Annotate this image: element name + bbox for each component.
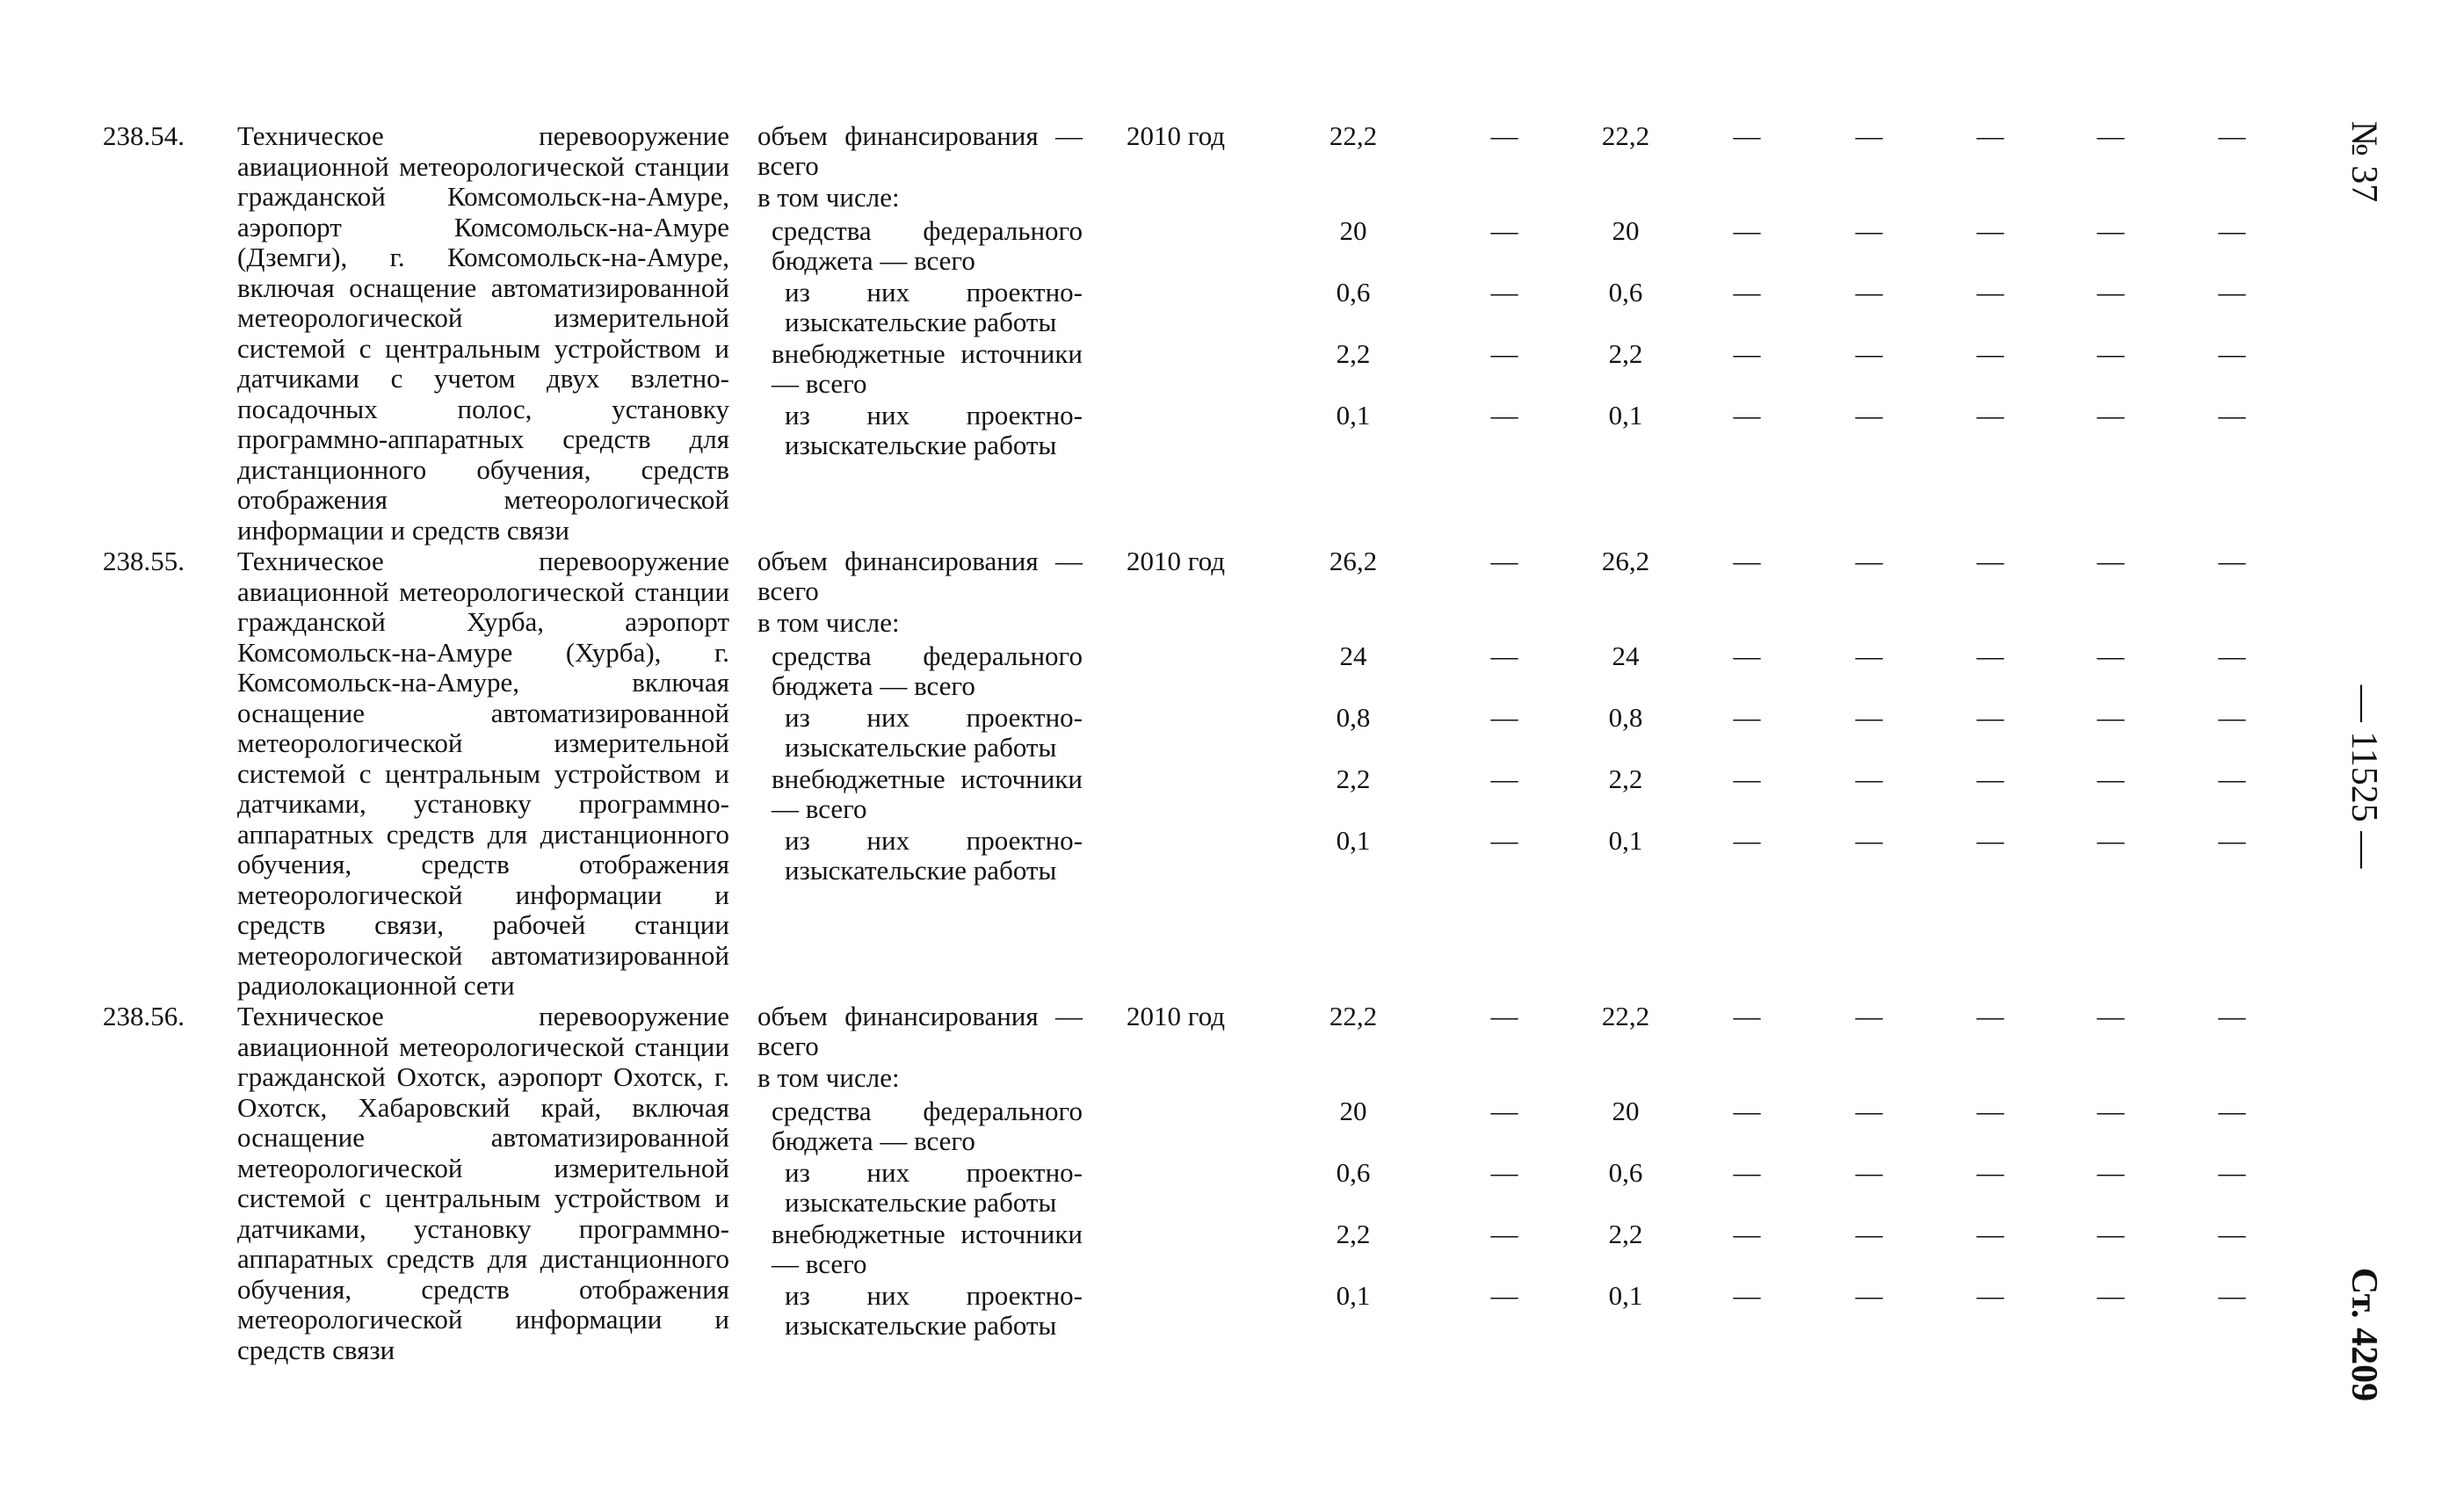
value-cell: — — [2218, 1096, 2246, 1126]
value-cell: — — [1733, 1001, 1761, 1031]
value-cell: — — [1976, 825, 2004, 856]
value-cell: — — [1490, 1280, 1518, 1311]
row-extra-design-works-label: из них проектно-изыскательские работы — [785, 400, 1083, 460]
value-cell: 0,1 — [1336, 400, 1371, 430]
value-cell: — — [2097, 400, 2125, 430]
value-cell: — — [2097, 702, 2125, 733]
value-cell: — — [1733, 640, 1761, 671]
page-number: — 11525 — — [2344, 684, 2384, 869]
value-cell: — — [1490, 763, 1518, 794]
value-cell: 20 — [1612, 1096, 1640, 1126]
row-total-funding-label: объем финансирования — всего — [757, 1001, 1083, 1061]
value-cell: 2,2 — [1336, 763, 1371, 794]
value-cell: — — [1490, 702, 1518, 733]
value-cell: — — [1855, 120, 1883, 151]
issue-number: № 37 — [2344, 120, 2384, 203]
value-cell: — — [1490, 120, 1518, 151]
value-cell: — — [2218, 400, 2246, 430]
row-federal-budget-label: средства федерального бюджета — всего — [772, 640, 1083, 701]
value-cell: 0,6 — [1608, 1157, 1643, 1188]
value-cell: — — [1733, 215, 1761, 246]
entry-year: 2010 год — [1127, 546, 1226, 576]
entry-year: 2010 год — [1127, 120, 1226, 151]
entry-number: 238.55. — [103, 546, 185, 576]
value-cell: — — [1490, 640, 1518, 671]
row-federal-design-works-label: из них проектно-изыскательские работы — [785, 277, 1083, 337]
value-cell: — — [2218, 1219, 2246, 1249]
value-cell: — — [2218, 1001, 2246, 1031]
entry-number: 238.54. — [103, 120, 185, 151]
entry-description: Техническое перевооружение авиационной метеорологической станции гражданской Хурба, аэропорт Комсомольск-на-Амуре (Хурба), г. Комсомольск-на-Амуре, включая оснащение автоматизированной метеорологической измерительной системой с центральным устройством и датчиками, установку программно-аппаратных средств для дистанционного обучения, средств отображения метеорологической информации и средств связи, рабочей станции метеорологической автоматизированной радиолокационной сети — [237, 546, 729, 1001]
value-cell: 0,8 — [1608, 702, 1643, 733]
value-cell: 20 — [1339, 215, 1367, 246]
value-cell: — — [1976, 400, 2004, 430]
value-cell: — — [1976, 1157, 2004, 1188]
value-cell: — — [1855, 825, 1883, 856]
value-cell: — — [2097, 640, 2125, 671]
value-cell: 22,2 — [1329, 1001, 1378, 1031]
value-cell: 0,1 — [1608, 400, 1643, 430]
value-cell: — — [2097, 1157, 2125, 1188]
value-cell: — — [1976, 1219, 2004, 1249]
value-cell: 2,2 — [1608, 763, 1643, 794]
article-number: Ст. 4209 — [2344, 1267, 2384, 1402]
value-cell: — — [1490, 277, 1518, 307]
value-cell: — — [1855, 640, 1883, 671]
value-cell: — — [1855, 400, 1883, 430]
value-cell: 2,2 — [1608, 338, 1643, 369]
value-cell: — — [2097, 1219, 2125, 1249]
row-federal-design-works-label: из них проектно-изыскательские работы — [785, 1157, 1083, 1218]
value-cell: — — [2218, 338, 2246, 369]
value-cell: — — [1733, 400, 1761, 430]
value-cell: — — [1855, 277, 1883, 307]
row-including-label: в том числе: — [757, 607, 900, 638]
value-cell: — — [1733, 1096, 1761, 1126]
row-total-funding-label: объем финансирования — всего — [757, 120, 1083, 181]
value-cell: — — [1976, 546, 2004, 576]
value-cell: 26,2 — [1601, 546, 1650, 576]
value-cell: — — [1490, 1096, 1518, 1126]
value-cell: 2,2 — [1608, 1219, 1643, 1249]
value-cell: — — [1855, 215, 1883, 246]
value-cell: — — [1733, 702, 1761, 733]
value-cell: — — [1855, 546, 1883, 576]
value-cell: — — [1490, 400, 1518, 430]
value-cell: — — [1855, 702, 1883, 733]
value-cell: — — [1855, 1001, 1883, 1031]
value-cell: 24 — [1339, 640, 1367, 671]
value-cell: — — [1976, 338, 2004, 369]
row-including-label: в том числе: — [757, 182, 900, 213]
value-cell: 0,1 — [1336, 1280, 1371, 1311]
value-cell: 26,2 — [1329, 546, 1378, 576]
value-cell: 20 — [1612, 215, 1640, 246]
value-cell: — — [2097, 1280, 2125, 1311]
value-cell: — — [1855, 1219, 1883, 1249]
value-cell: — — [1490, 825, 1518, 856]
value-cell: 0,1 — [1608, 825, 1643, 856]
row-federal-design-works-label: из них проектно-изыскательские работы — [785, 702, 1083, 763]
value-cell: — — [1855, 338, 1883, 369]
value-cell: — — [1976, 1280, 2004, 1311]
value-cell: — — [1855, 763, 1883, 794]
value-cell: — — [2218, 825, 2246, 856]
value-cell: — — [2218, 763, 2246, 794]
value-cell: — — [1490, 1157, 1518, 1188]
value-cell: — — [2218, 640, 2246, 671]
value-cell: — — [2097, 1096, 2125, 1126]
value-cell: — — [1976, 215, 2004, 246]
value-cell: — — [1733, 277, 1761, 307]
value-cell: — — [1733, 1157, 1761, 1188]
value-cell: — — [1733, 1219, 1761, 1249]
row-extrabudgetary-label: внебюджетные источники — всего — [772, 763, 1083, 824]
value-cell: — — [1733, 338, 1761, 369]
value-cell: 22,2 — [1601, 120, 1650, 151]
value-cell: — — [2218, 1280, 2246, 1311]
value-cell: — — [1976, 1096, 2004, 1126]
value-cell: — — [1855, 1096, 1883, 1126]
value-cell: — — [2097, 338, 2125, 369]
value-cell: — — [1490, 1001, 1518, 1031]
value-cell: 2,2 — [1336, 338, 1371, 369]
value-cell: — — [1733, 546, 1761, 576]
value-cell: — — [1490, 546, 1518, 576]
row-extrabudgetary-label: внебюджетные источники — всего — [772, 338, 1083, 399]
entry-description: Техническое перевооружение авиационной метеорологической станции гражданской Охотск, аэропорт Охотск, г. Охотск, Хабаровский край, включая оснащение автоматизированной метеорологической измерительной системой с центральным устройством и датчиками, установку программно-аппаратных средств для дистанционного обучения, средств отображения метеорологической информации и средств связи — [237, 1001, 729, 1365]
value-cell: — — [1976, 120, 2004, 151]
row-including-label: в том числе: — [757, 1062, 900, 1093]
value-cell: — — [1733, 825, 1761, 856]
value-cell: — — [2218, 120, 2246, 151]
value-cell: — — [1490, 215, 1518, 246]
value-cell: — — [2218, 215, 2246, 246]
value-cell: 22,2 — [1601, 1001, 1650, 1031]
value-cell: — — [1855, 1280, 1883, 1311]
row-federal-budget-label: средства федерального бюджета — всего — [772, 215, 1083, 276]
value-cell: — — [2218, 1157, 2246, 1188]
value-cell: — — [2218, 702, 2246, 733]
value-cell: 0,6 — [1336, 277, 1371, 307]
value-cell: 22,2 — [1329, 120, 1378, 151]
value-cell: 20 — [1339, 1096, 1367, 1126]
row-total-funding-label: объем финансирования — всего — [757, 546, 1083, 606]
value-cell: 0,6 — [1336, 1157, 1371, 1188]
value-cell: — — [1733, 763, 1761, 794]
row-federal-budget-label: средства федерального бюджета — всего — [772, 1096, 1083, 1156]
value-cell: — — [1976, 1001, 2004, 1031]
value-cell: — — [2097, 825, 2125, 856]
row-extra-design-works-label: из них проектно-изыскательские работы — [785, 1280, 1083, 1341]
value-cell: — — [1733, 1280, 1761, 1311]
value-cell: — — [1855, 1157, 1883, 1188]
value-cell: — — [2218, 546, 2246, 576]
value-cell: — — [1976, 640, 2004, 671]
value-cell: — — [2097, 763, 2125, 794]
value-cell: 0,1 — [1608, 1280, 1643, 1311]
value-cell: — — [2097, 546, 2125, 576]
value-cell: — — [2097, 277, 2125, 307]
value-cell: — — [1733, 120, 1761, 151]
value-cell: — — [1490, 1219, 1518, 1249]
entry-description: Техническое перевооружение авиационной метеорологической станции гражданской Комсомольск-на-Амуре, аэропорт Комсомольск-на-Амуре (Дземги), г. Комсомольск-на-Амуре, включая оснащение автоматизированной метеорологической измерительной системой с центральным устройством и датчиками с учетом двух взлетно-посадочных полос, установку программно-аппаратных средств для дистанционного обучения, средств отображения метеорологической информации и средств связи — [237, 120, 729, 546]
value-cell: — — [1976, 277, 2004, 307]
value-cell: — — [1490, 338, 1518, 369]
value-cell: 0,8 — [1336, 702, 1371, 733]
value-cell: — — [2097, 1001, 2125, 1031]
value-cell: 24 — [1612, 640, 1640, 671]
entry-year: 2010 год — [1127, 1001, 1226, 1031]
row-extra-design-works-label: из них проектно-изыскательские работы — [785, 825, 1083, 886]
value-cell: — — [1976, 763, 2004, 794]
value-cell: 0,6 — [1608, 277, 1643, 307]
value-cell: 2,2 — [1336, 1219, 1371, 1249]
value-cell: — — [2097, 120, 2125, 151]
value-cell: — — [2097, 215, 2125, 246]
row-extrabudgetary-label: внебюджетные источники — всего — [772, 1219, 1083, 1279]
value-cell: — — [2218, 277, 2246, 307]
value-cell: 0,1 — [1336, 825, 1371, 856]
entry-number: 238.56. — [103, 1001, 185, 1031]
value-cell: — — [1976, 702, 2004, 733]
